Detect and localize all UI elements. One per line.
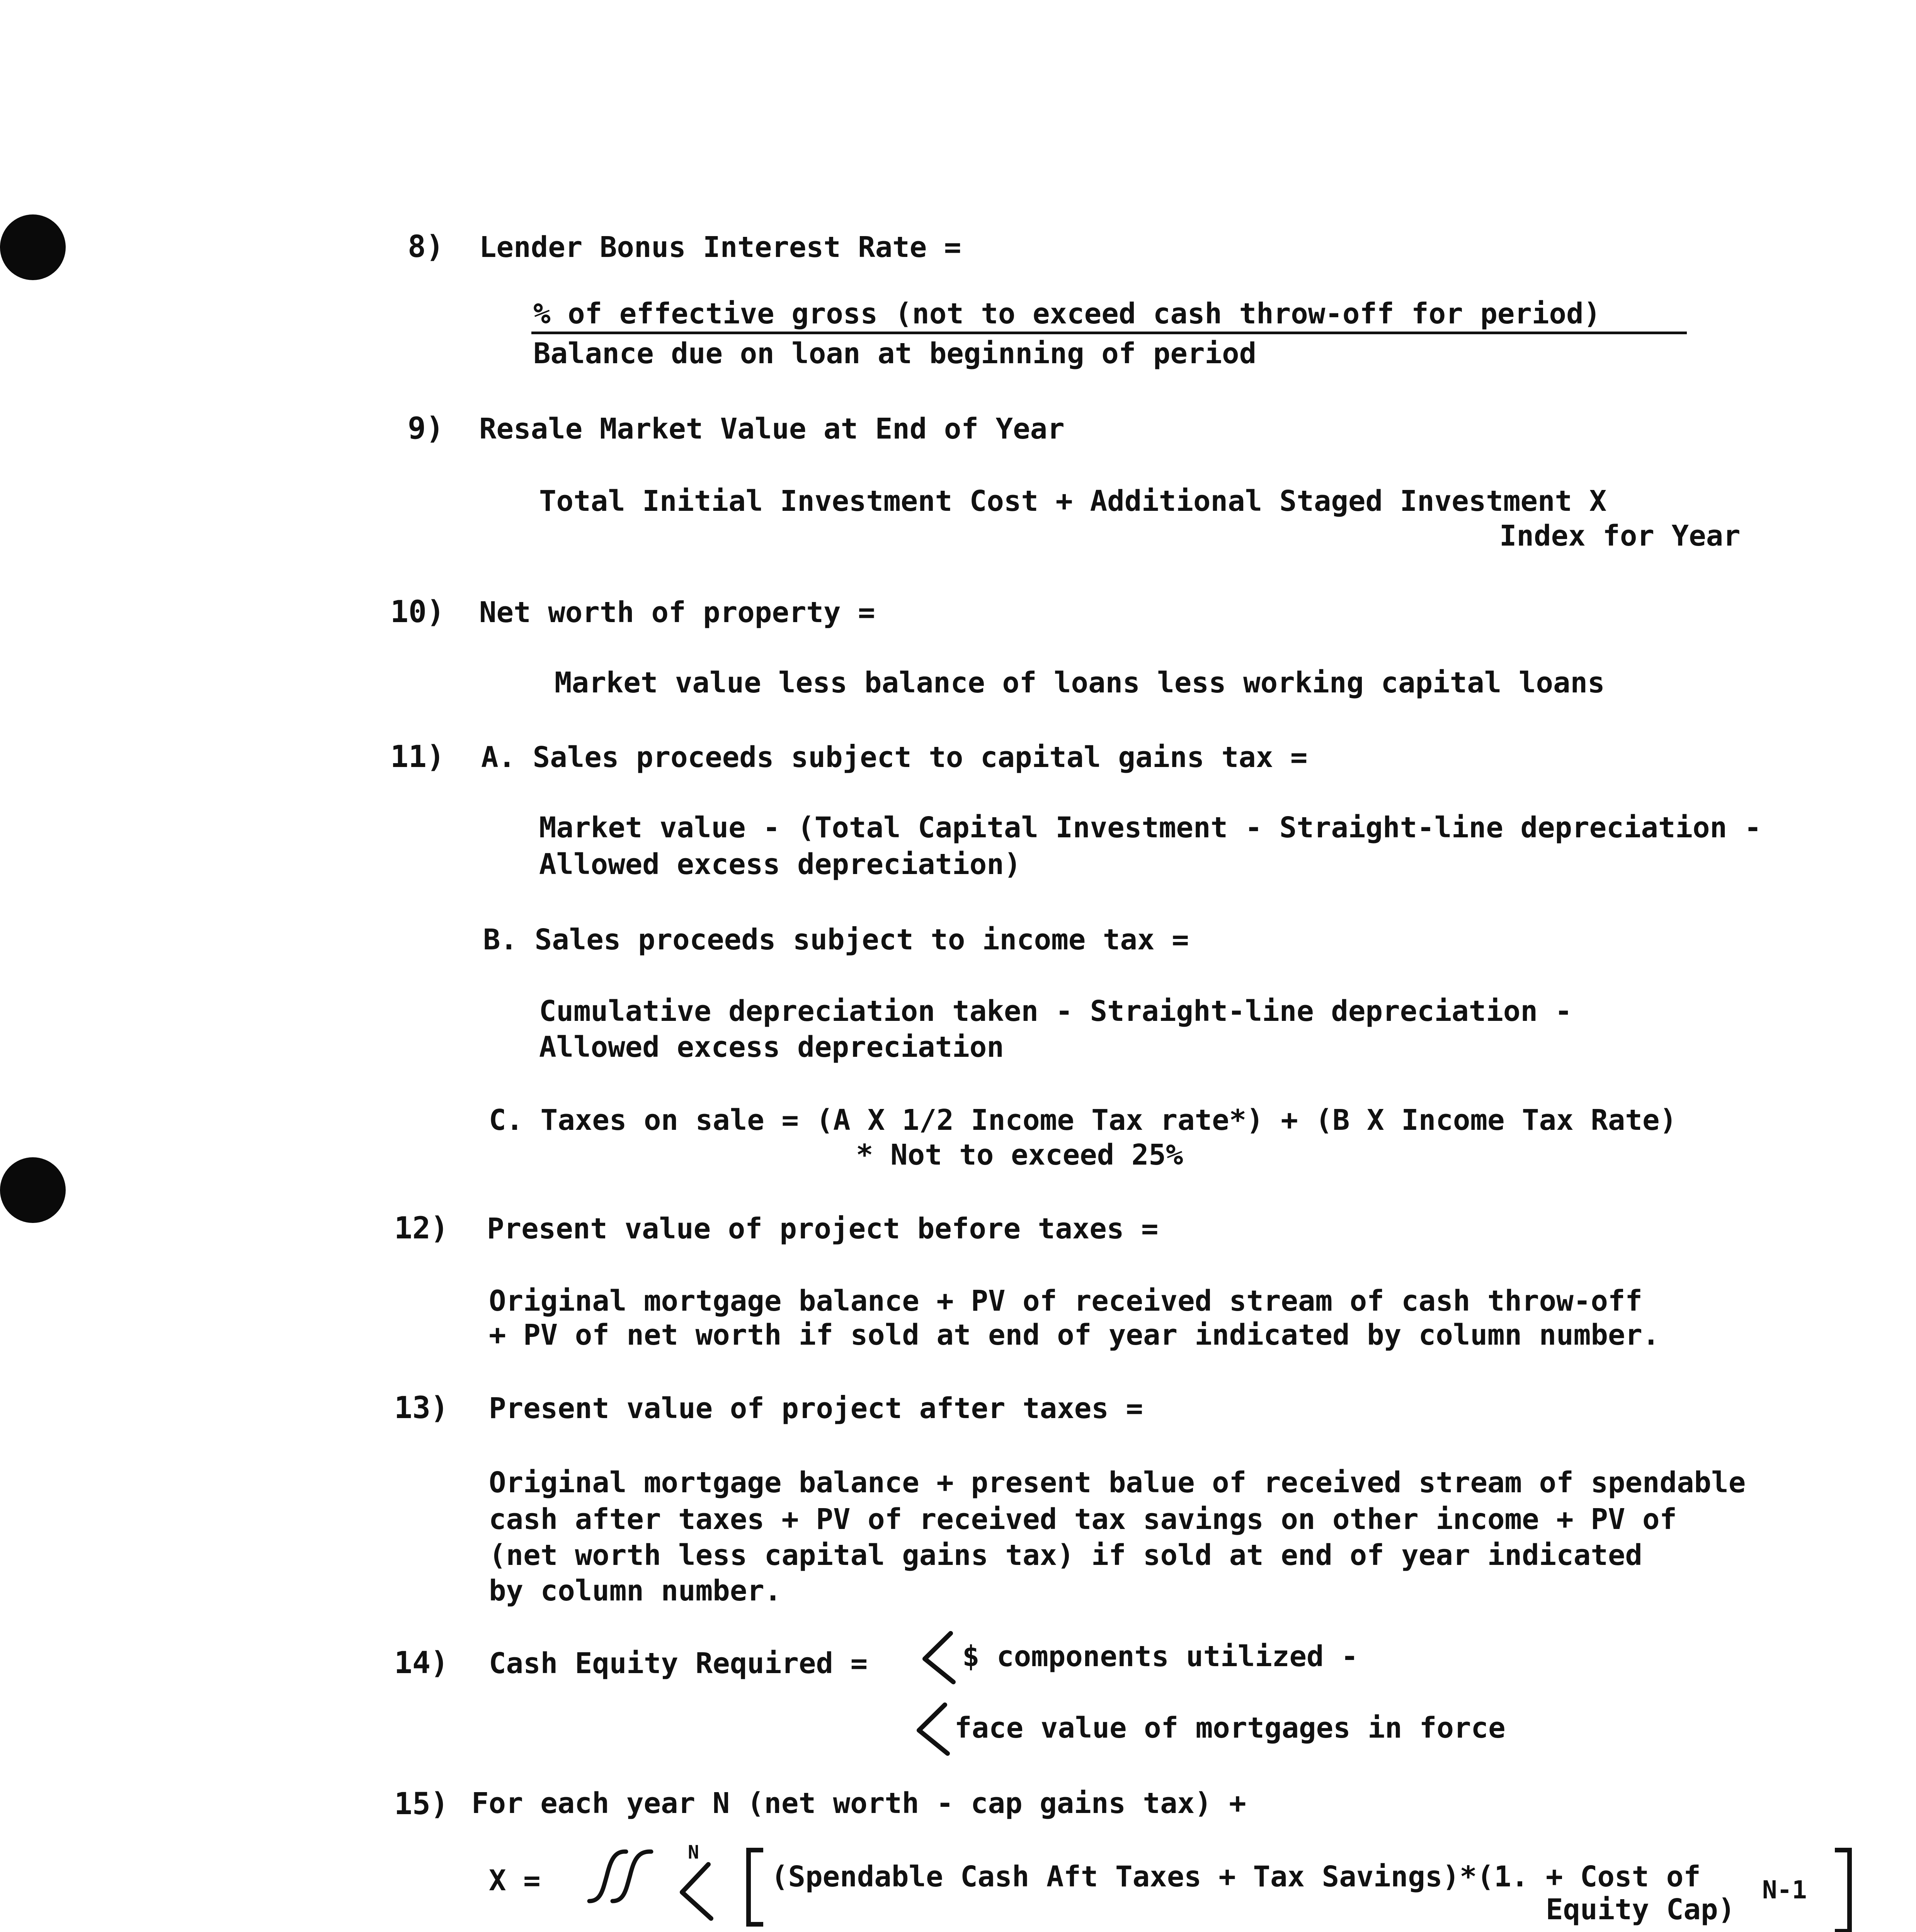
punch-hole-middle [0, 1157, 66, 1223]
item-13-line1: Original mortgage balance + present balue of received stream of spendable [489, 1466, 1746, 1499]
item-15-x-body1: (Spendable Cash Aft Taxes + Tax Savings)*(1. + Cost of [771, 1860, 1701, 1893]
item-10-heading: Net worth of property = [479, 596, 875, 629]
item-11c-note: * Not to exceed 25% [856, 1138, 1183, 1172]
right-bracket-icon [1832, 1847, 1855, 1932]
item-number-9: 9) [408, 411, 444, 446]
item-11a-heading: A. Sales proceeds subject to capital gains tax = [481, 741, 1308, 774]
item-11a-line1: Market value - (Total Capital Investment - Straight-line depreciation - [539, 811, 1762, 844]
item-11a-line2: Allowed excess depreciation) [539, 848, 1021, 881]
item-13-line4: by column number. [489, 1574, 782, 1607]
summation-icon [912, 1700, 955, 1758]
item-14-term1: $ components utilized - [962, 1640, 1358, 1673]
item-15-x-label: X = [489, 1864, 541, 1897]
item-12-heading: Present value of project before taxes = [487, 1212, 1159, 1245]
item-11b-line1: Cumulative depreciation taken - Straight-line depreciation - [539, 995, 1572, 1028]
item-14-term2: face value of mortgages in force [955, 1711, 1506, 1745]
item-12-line1: Original mortgage balance + PV of received stream of cash throw-off [489, 1284, 1642, 1318]
item-12-line2: + PV of net worth if sold at end of year indicated by column number. [489, 1318, 1660, 1352]
item-15-x-body2: Equity Cap) [1546, 1893, 1736, 1926]
item-11b-line2: Allowed excess depreciation [539, 1031, 1004, 1064]
item-number-10: 10) [390, 595, 445, 629]
item-8-numerator: % of effective gross (not to exceed cash throw-off for period) [533, 297, 1601, 330]
item-9-line1: Total Initial Investment Cost + Additional Staged Investment X [539, 485, 1607, 518]
item-13-heading: Present value of project after taxes = [489, 1392, 1143, 1425]
item-9-heading: Resale Market Value at End of Year [479, 412, 1065, 446]
item-14-label: Cash Equity Required = [489, 1647, 868, 1680]
double-integral-icon [585, 1843, 663, 1909]
item-9-line2: Index for Year [1499, 519, 1741, 553]
item-number-14: 14) [394, 1646, 449, 1680]
item-15-line1: For each year N (net worth - cap gains tax) + [471, 1787, 1246, 1820]
item-10-line1: Market value less balance of loans less working capital loans [555, 666, 1605, 699]
item-number-12: 12) [394, 1211, 449, 1246]
item-8-heading: Lender Bonus Interest Rate = [479, 231, 961, 264]
item-number-13: 13) [394, 1391, 449, 1425]
punch-hole-top [0, 214, 66, 280]
sum-upper-limit: N [688, 1842, 699, 1863]
summation-icon [918, 1629, 960, 1687]
item-11c-line1: C. Taxes on sale = (A X 1/2 Income Tax rate*) + (B X Income Tax Rate) [489, 1104, 1677, 1137]
item-number-11: 11) [390, 740, 445, 774]
item-13-line2: cash after taxes + PV of received tax savings on other income + PV of [489, 1503, 1677, 1536]
item-number-8: 8) [408, 230, 444, 264]
item-number-15: 15) [394, 1787, 449, 1821]
fraction-bar [531, 332, 1687, 334]
item-11b-heading: B. Sales proceeds subject to income tax = [483, 923, 1189, 956]
item-13-line3: (net worth less capital gains tax) if sold at end of year indicated [489, 1539, 1642, 1572]
left-bracket-icon [744, 1847, 767, 1928]
exponent-n-minus-1: N-1 [1762, 1876, 1807, 1905]
summation-icon [674, 1861, 717, 1922]
item-8-denominator: Balance due on loan at beginning of period [533, 337, 1257, 370]
